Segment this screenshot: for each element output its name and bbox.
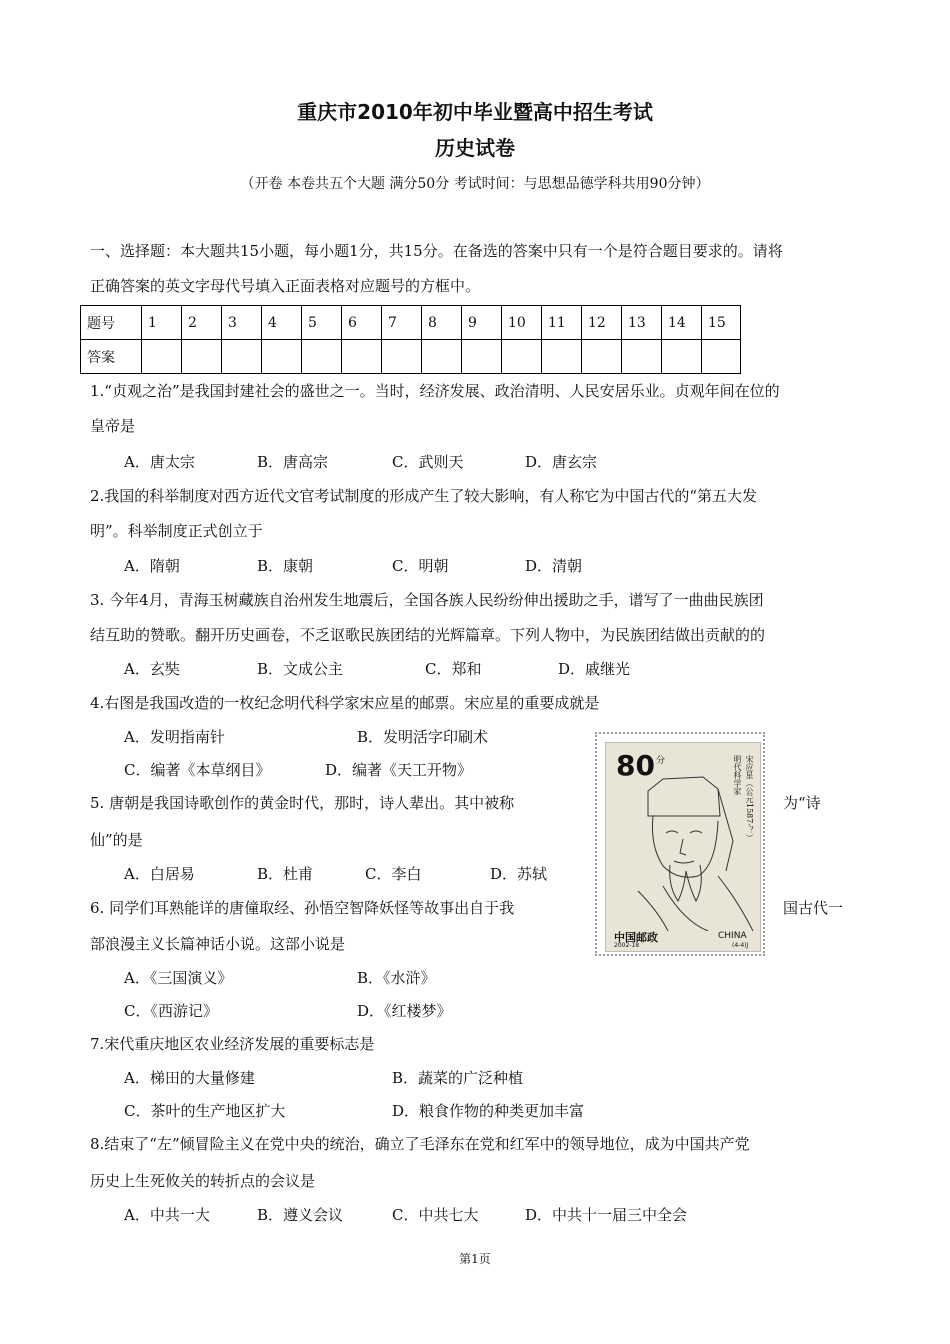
- option-a: A．《三国演义》: [124, 969, 233, 987]
- question-8-line2: 历史上生死攸关的转折点的会议是: [90, 1172, 316, 1190]
- question-6-line2: 部浪漫主义长篇神话小说。这部小说是: [90, 935, 346, 953]
- table-cell-number: 9: [462, 306, 502, 340]
- answer-cell-14[interactable]: [662, 340, 702, 374]
- table-cell-number: 8: [422, 306, 462, 340]
- table-cell-number: 7: [382, 306, 422, 340]
- answer-cell-13[interactable]: [622, 340, 662, 374]
- table-cell-number: 13: [622, 306, 662, 340]
- answer-cell-6[interactable]: [342, 340, 382, 374]
- table-cell-number: 10: [502, 306, 542, 340]
- question-8-line1: 8.结束了“左”倾冒险主义在党中央的统治，确立了毛泽东在党和红军中的领导地位，成为中国共产党: [90, 1135, 750, 1153]
- stamp-image: [595, 732, 765, 956]
- stamp-caption2: 明代科学家: [733, 755, 742, 795]
- exam-subtitle: 历史试卷: [435, 136, 515, 160]
- answer-cell-8[interactable]: [422, 340, 462, 374]
- question-2-line2: 明”。科举制度正式创立于: [90, 522, 263, 540]
- question-3-line1: 3. 今年4月，青海玉树藏族自治州发生地震后，全国各族人民纷纷伸出援助之手，谱写了一曲曲民族团: [90, 591, 764, 609]
- question-5-line2: 仙”的是: [90, 831, 143, 849]
- question-6-line1: 6. 同学们耳熟能详的唐僮取经、孙悟空智降妖怪等故事出自于我: [90, 899, 515, 917]
- answer-cell-3[interactable]: [222, 340, 262, 374]
- question-6-line1-right: 国古代一: [783, 899, 844, 917]
- table-cell-number: 2: [182, 306, 222, 340]
- option-c: C．郑和: [425, 660, 482, 678]
- question-2-line1: 2.我国的科举制度对西方近代文官考试制度的形成产生了较大影响，有人称它为中国古代的“第五大发: [90, 487, 757, 505]
- option-d: D．戚继光: [558, 660, 631, 678]
- question-7-line1: 7.宋代重庆地区农业经济发展的重要标志是: [90, 1035, 375, 1053]
- table-cell-number: 5: [302, 306, 342, 340]
- table-cell-number: 1: [142, 306, 182, 340]
- portrait-drawing: [608, 761, 758, 931]
- answer-cell-9[interactable]: [462, 340, 502, 374]
- answer-cell-2[interactable]: [182, 340, 222, 374]
- table-row-numbers: [81, 306, 741, 340]
- table-cell-number: 14: [662, 306, 702, 340]
- stamp-post-label: 中国邮政: [614, 931, 658, 944]
- exam-note: （开卷 本卷共五个大题 满分50分 考试时间：与思想品德学科共用90分钟）: [240, 176, 710, 192]
- option-a: A．隋朝: [124, 557, 180, 575]
- option-b: B．发明活字印刷术: [357, 728, 489, 746]
- question-1-line1: 1.“贞观之治”是我国封建社会的盛世之一。当时，经济发展、政治清明、人民安居乐业。贞观年间在位的: [90, 382, 780, 400]
- option-d: D．《红楼梦》: [357, 1002, 452, 1020]
- option-c: C．中共七大: [392, 1206, 479, 1224]
- question-5-line1-right: 为“诗: [783, 794, 821, 812]
- answer-cell-7[interactable]: [382, 340, 422, 374]
- option-b: B．唐高宗: [257, 453, 329, 471]
- table-cell-number: 4: [262, 306, 302, 340]
- option-c: C．李白: [365, 865, 422, 883]
- question-1-line2: 皇帝是: [90, 417, 136, 435]
- stamp-caption: 宋应星（公元1587-？）: [745, 755, 754, 843]
- option-d: D．苏轼: [490, 865, 548, 883]
- option-d: D．粮食作物的种类更加丰富: [392, 1102, 585, 1120]
- option-c: C．《西游记》: [124, 1002, 218, 1020]
- table-cell-number: 12: [582, 306, 622, 340]
- option-c: C．武则天: [392, 453, 464, 471]
- question-5-line1: 5. 唐朝是我国诗歌创作的黄金时代，那时，诗人辈出。其中被称: [90, 794, 515, 812]
- stamp-face: [605, 742, 761, 952]
- option-d: D．中共十一届三中全会: [525, 1206, 688, 1224]
- stamp-code: 2002-18: [614, 942, 640, 949]
- table-cell-number: 6: [342, 306, 382, 340]
- stamp-country: CHINA: [718, 931, 747, 941]
- answer-cell-1[interactable]: [142, 340, 182, 374]
- answer-cell-11[interactable]: [542, 340, 582, 374]
- answer-cell-5[interactable]: [302, 340, 342, 374]
- option-c: C．编著《本草纲目》: [124, 761, 271, 779]
- section1-instruction-line2: 正确答案的英文字母代号填入正面表格对应题号的方框中。: [90, 277, 481, 295]
- answer-cell-4[interactable]: [262, 340, 302, 374]
- option-b: B．《水浒》: [357, 969, 436, 987]
- table-row-answers: [81, 340, 741, 374]
- table-label-answer: 答案: [81, 340, 142, 374]
- page-number: 第1页: [459, 1252, 491, 1266]
- option-d: D．唐玄宗: [525, 453, 598, 471]
- option-a: A．梯田的大量修建: [124, 1069, 255, 1087]
- answer-cell-15[interactable]: [702, 340, 741, 374]
- table-cell-number: 3: [222, 306, 262, 340]
- answer-cell-10[interactable]: [502, 340, 542, 374]
- section1-instruction-line1: 一、选择题：本大题共15小题，每小题1分，共15分。在备选的答案中只有一个是符合题目要求的。请将: [90, 242, 783, 260]
- question-3-line2: 结互助的赞歌。翻开历史画卷，不乏讴歌民族团结的光辉篇章。下列人物中，为民族团结做出贡献的的: [90, 626, 766, 644]
- question-4-line1: 4.右图是我国改造的一枚纪念明代科学家宋应星的邮票。宋应星的重要成就是: [90, 694, 600, 712]
- option-a: A．发明指南针: [124, 728, 225, 746]
- option-b: B．文成公主: [257, 660, 344, 678]
- exam-title: 重庆市2010年初中毕业暨高中招生考试: [297, 100, 653, 124]
- answer-cell-12[interactable]: [582, 340, 622, 374]
- option-a: A．中共一大: [124, 1206, 210, 1224]
- answer-table: [80, 305, 741, 374]
- option-b: B．康朝: [257, 557, 314, 575]
- option-a: A．白居易: [124, 865, 195, 883]
- option-b: B．杜甫: [257, 865, 314, 883]
- option-b: B．蔬菜的广泛种植: [392, 1069, 524, 1087]
- stamp-value: 80: [616, 749, 655, 782]
- table-cell-number: 15: [702, 306, 741, 340]
- option-a: A．玄奘: [124, 660, 180, 678]
- option-a: A．唐太宗: [124, 453, 195, 471]
- option-c: C．茶叶的生产地区扩大: [124, 1102, 286, 1120]
- option-d: D．编著《天工开物》: [325, 761, 473, 779]
- table-label-number: 题号: [81, 306, 142, 340]
- stamp-unit: 分: [656, 756, 666, 766]
- option-d: D．清朝: [525, 557, 583, 575]
- option-b: B．遵义会议: [257, 1206, 344, 1224]
- option-c: C．明朝: [392, 557, 449, 575]
- table-cell-number: 11: [542, 306, 582, 340]
- stamp-code2: (4-4)J: [732, 942, 749, 949]
